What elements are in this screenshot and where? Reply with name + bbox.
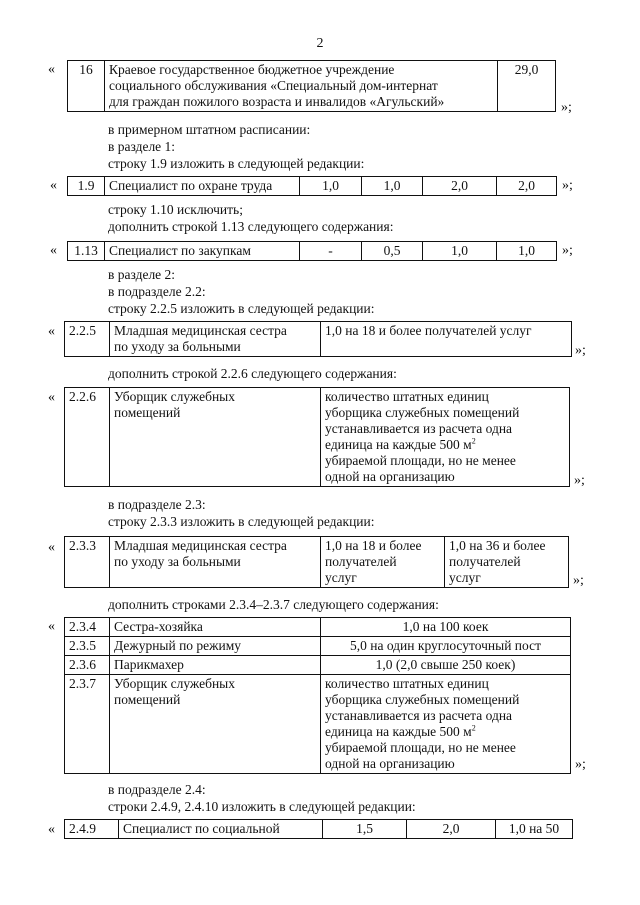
instruction: в разделе 2:: [108, 267, 176, 282]
table-row-1-13: 1.13 Специалист по закупкам - 0,5 1,0 1,0: [67, 241, 557, 261]
close-quote: »;: [562, 178, 573, 193]
instruction: в подразделе 2.2:: [108, 284, 206, 299]
open-quote: «: [48, 822, 55, 837]
close-quote: »;: [575, 343, 586, 358]
table-row-1-9: 1.9 Специалист по охране труда 1,0 1,0 2,0 2,0: [67, 176, 557, 196]
instruction: в разделе 1:: [108, 139, 176, 154]
page-number: 2: [316, 36, 324, 51]
open-quote: «: [50, 243, 57, 258]
open-quote: «: [48, 324, 55, 339]
open-quote: «: [48, 390, 55, 405]
close-quote: »;: [575, 757, 586, 772]
table-row-16: [67, 60, 556, 112]
row-number: 16: [68, 61, 105, 112]
instruction: строку 1.10 исключить;: [108, 202, 243, 217]
table-row-2-3-3: 2.3.3 Младшая медицинская сестра по уходу за больными 1,0 на 18 и более получателей услуг 1,0 на 36 и более получателей услуг: [64, 536, 569, 588]
close-quote: »;: [573, 573, 584, 588]
row-value: 29,0: [498, 61, 556, 112]
table-row-2-2-6: 2.2.6 Уборщик служебных помещений количество штатных единиц уборщика служебных помещений устанавливается из расчета одна единица на каждые 500 $м^2$ убираемой площади, но не менее одной на организацию: [64, 387, 570, 487]
instruction: строки 2.4.9, 2.4.10 изложить в следующей редакции:: [108, 799, 416, 814]
table-row: 2.3.6 Парикмахер 1,0 (2,0 свыше 250 коек): [65, 656, 571, 675]
table-row-2-4-9: 2.4.9 Специалист по социальной 1,5 2,0 1,0 на 50: [64, 819, 573, 839]
close-quote: »;: [574, 473, 585, 488]
table-row: 2.3.4 Сестра-хозяйка 1,0 на 100 коек: [65, 618, 571, 637]
instruction: в подразделе 2.4:: [108, 782, 206, 797]
open-quote: «: [48, 540, 55, 555]
instruction: дополнить строкой 2.2.6 следующего содержания:: [108, 366, 397, 381]
close-quote: »;: [561, 100, 572, 115]
instruction: строку 2.3.3 изложить в следующей редакции:: [108, 514, 375, 529]
table-row: 2.3.5 Дежурный по режиму 5,0 на один круглосуточный пост: [65, 637, 571, 656]
instruction: строку 1.9 изложить в следующей редакции:: [108, 156, 365, 171]
open-quote: «: [48, 619, 55, 634]
institution-name: Краевое государственное бюджетное учреждение социального обслуживания «Специальный дом-интернат для граждан пожилого возраста и инвалидов «Агульский»: [105, 61, 498, 112]
instruction: в примерном штатном расписании:: [108, 122, 311, 137]
instruction: дополнить строкой 1.13 следующего содержания:: [108, 219, 394, 234]
close-quote: »;: [562, 243, 573, 258]
instruction: в подразделе 2.3:: [108, 497, 206, 512]
table-row-2-2-5: 2.2.5 Младшая медицинская сестра по уходу за больными 1,0 на 18 и более получателей услуг: [64, 321, 572, 357]
open-quote: «: [50, 178, 57, 193]
instruction: дополнить строками 2.3.4–2.3.7 следующего содержания:: [108, 597, 439, 612]
table-row: 2.3.7 Уборщик служебных помещений количество штатных единиц уборщика служебных помещений устанавливается из расчета одна единица на каждые 500 $м^2$ убираемой площади, но не менее одной на организацию: [65, 675, 571, 774]
open-quote: «: [48, 62, 55, 77]
instruction: строку 2.2.5 изложить в следующей редакции:: [108, 301, 375, 316]
table-rows-2-3-4-to-2-3-7: [64, 617, 571, 774]
